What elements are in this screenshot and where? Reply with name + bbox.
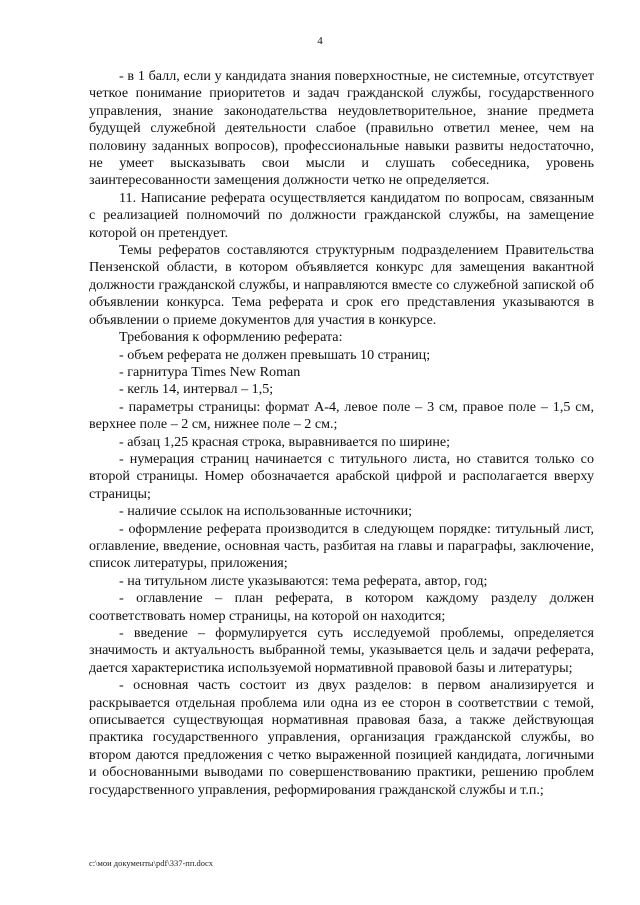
page-number: 4 [317, 35, 323, 47]
requirement-table-of-contents: - оглавление – план реферата, в котором каждому разделу должен соответствовать номер страницы, на которой он находится; [89, 590, 594, 624]
requirement-structure-order: - оформление реферата производится в следующем порядке: титульный лист, оглавление, введение, основная часть, разбитая на главы и параграфы, заключение, список литературы, приложения; [89, 520, 594, 572]
requirement-title-page: - на титульном листе указываются: тема реферата, автор, год; [119, 572, 488, 589]
paragraph-requirements-heading: Требования к оформлению реферата: [119, 329, 343, 346]
requirement-page-margins: - параметры страницы: формат А-4, левое поле – 3 см, правое поле – 1,5 см, верхнее поле – 2 см, нижнее поле – 2 см.; [89, 398, 594, 433]
requirement-size-spacing: - кегль 14, интервал – 1,5; [119, 381, 274, 398]
requirement-references: - наличие ссылок на использованные источники; [119, 503, 413, 520]
requirement-page-numbering: - нумерация страниц начинается с титульного листа, но ставится только со второй страницы. Номер обозначается арабской цифрой и располагается вверху страницы; [89, 450, 594, 502]
requirement-volume: - объем реферата не должен превышать 10 страниц; [119, 346, 431, 363]
requirement-introduction: - введение – формулируется суть исследуемой проблемы, определяется значимость и актуальность выбранной темы, указывается цель и задачи реферата, дается характеристика используемой нормативной правовой базы и литературы; [89, 625, 594, 676]
requirement-indent: - абзац 1,25 красная строка, выравнивается по ширине; [119, 433, 451, 450]
paragraph-essay-topics: Темы рефератов составляются структурным подразделением Правительства Пензенской области, в котором объявляется конкурс для замещения вакантной должности гражданской службы, и направляются вместе со служебной запиской об объявлении конкурса. Тема реферата и срок его представления указываются в объявлении о приеме документов для участия в конкурсе. [89, 242, 594, 328]
footer-file-path: c:\мои документы\pdf\337-пп.docx [89, 858, 214, 868]
paragraph-essay-writing: 11. Написание реферата осуществляется кандидатом по вопросам, связанным с реализацией полномочий по должности гражданской службы, на замещение которой он претендует. [89, 189, 594, 241]
paragraph-score-1-point: - в 1 балл, если у кандидата знания поверхностные, не системные, отсутствует четкое понимание приоритетов и задач гражданской службы, государственного управления, знание законодательства неудовлетворительное, знание предмета будущей служебной деятельности слабое (правильно ответил менее, чем на половину заданных вопросов), профессиональные навыки развиты недостаточно, не умеет высказывать свои мысли и слушать собеседника, уровень заинтересованности замещения должности четко не определяется. [89, 68, 594, 189]
requirement-main-part: - основная часть состоит из двух разделов: в первом анализируется и раскрывается отдельная проблема или одна из ее сторон в соответствии с темой, описывается существующая нормативная правовая база, а также действующая практика государственного управления, организация гражданской службы, во втором даются предложения с четко выраженной позицией кандидата, логичными и обоснованными выводами по совершенствованию практики, решению проблем государственного управления, реформирования гражданской службы и т.п.; [89, 677, 594, 798]
document-body [89, 68, 594, 799]
requirement-font: - гарнитура Times New Roman [119, 363, 301, 380]
